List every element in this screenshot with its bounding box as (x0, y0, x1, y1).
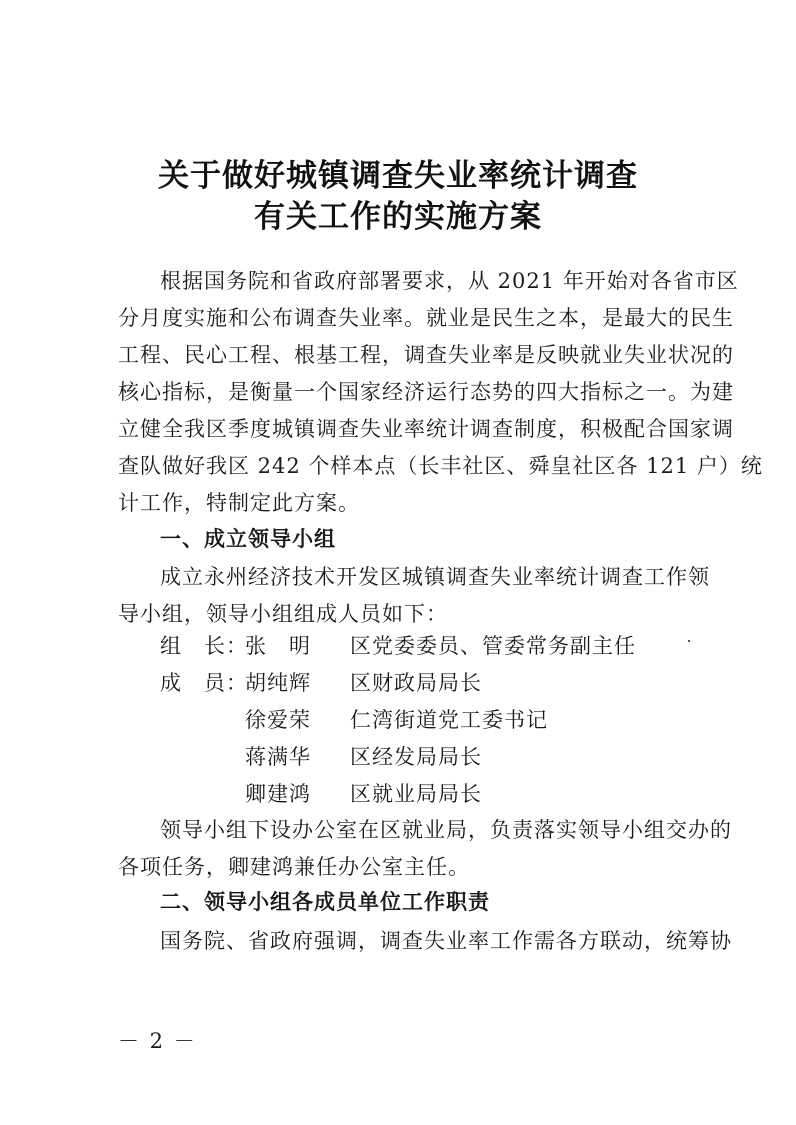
member-name: 徐爱荣 (245, 708, 311, 732)
intro-line: 根据国务院和省政府部署要求，从 2021 年开始对各省市区 (160, 269, 739, 293)
section1-closing-line: 领导小组下设办公室在区就业局，负责落实领导小组交办的 (160, 818, 732, 842)
document-title-line-1: 关于做好城镇调查失业率统计调查 (158, 158, 638, 194)
member-position: 区经发局局长 (350, 745, 482, 769)
intro-line: 核心指标，是衡量一个国家经济运行态势的四大指标之一。为建 (118, 380, 734, 404)
section1-closing-line: 各项任务，卿建鸿兼任办公室主任。 (118, 855, 470, 879)
member-role: 组 长： (160, 634, 248, 658)
intro-line: 查队做好我区 242 个样本点（长丰社区、舜皇社区各 121 户）统 (118, 454, 763, 478)
section1-paragraph-line: 导小组，领导小组组成人员如下： (118, 602, 448, 626)
member-name: 卿建鸿 (245, 782, 311, 806)
member-name: 张 明 (245, 634, 311, 658)
section-heading-2: 二、领导小组各成员单位工作职责 (160, 890, 490, 914)
scan-speck (688, 640, 690, 642)
member-name: 蒋满华 (245, 745, 311, 769)
document-title-line-2: 有关工作的实施方案 (254, 199, 542, 235)
section2-paragraph-line: 国务院、省政府强调，调查失业率工作需各方联动，统筹协 (160, 929, 732, 953)
page-number: － 2 － (118, 1029, 197, 1053)
member-position: 仁湾街道党工委书记 (350, 708, 548, 732)
intro-line: 计工作，特制定此方案。 (118, 491, 360, 515)
member-position: 区就业局局长 (350, 782, 482, 806)
section1-paragraph-line: 成立永州经济技术开发区城镇调查失业率统计调查工作领 (160, 565, 710, 589)
member-role: 成 员： (160, 671, 248, 695)
member-position: 区财政局局长 (350, 671, 482, 695)
member-position: 区党委委员、管委常务副主任 (350, 634, 636, 658)
intro-line: 分月度实施和公布调查失业率。就业是民生之本，是最大的民生 (118, 306, 734, 330)
member-name: 胡纯辉 (245, 671, 311, 695)
intro-line: 工程、民心工程、根基工程，调查失业率是反映就业失业状况的 (118, 343, 734, 367)
section-heading-1: 一、成立领导小组 (160, 527, 336, 551)
intro-line: 立健全我区季度城镇调查失业率统计调查制度，积极配合国家调 (118, 417, 734, 441)
